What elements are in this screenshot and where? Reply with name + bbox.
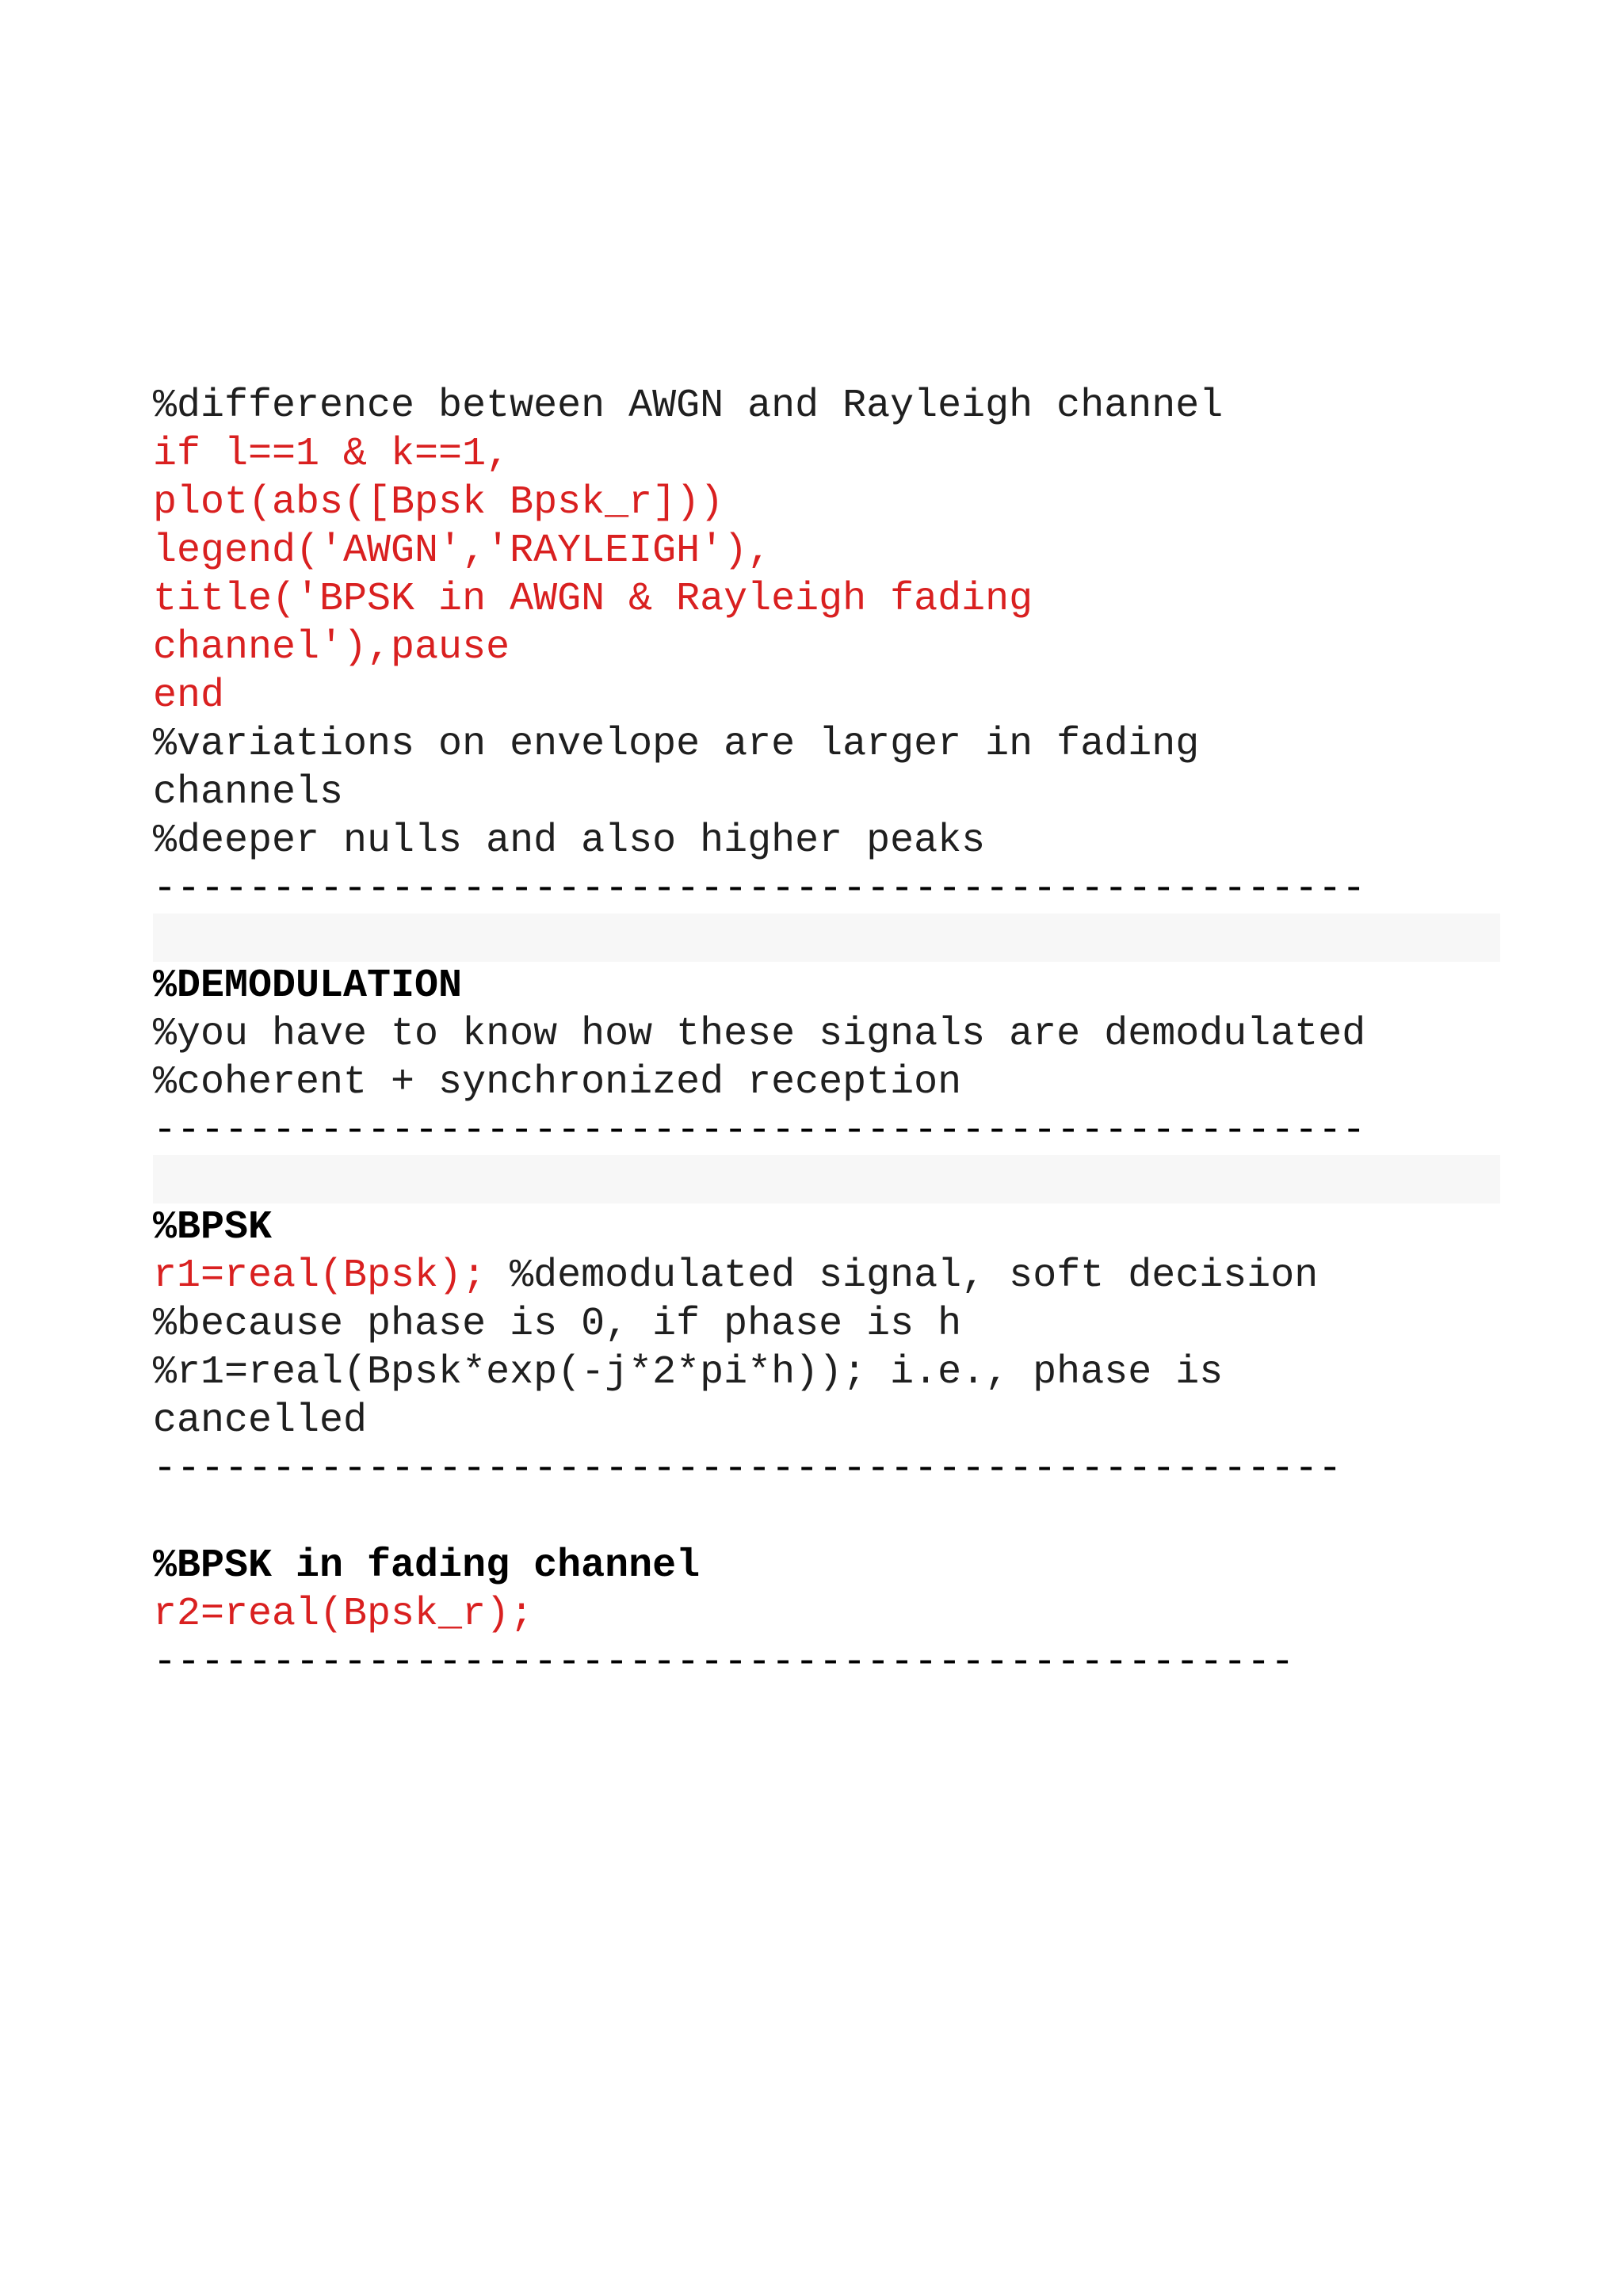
code-line: r2=real(Bpsk_r);	[153, 1592, 534, 1637]
code-with-comment-line	[153, 1252, 1500, 1300]
comment-line: %variations on envelope are larger in fading	[153, 722, 1200, 767]
section-heading: %BPSK in fading channel	[153, 1543, 701, 1589]
section-heading: %BPSK	[153, 1205, 273, 1250]
document-page	[153, 382, 1500, 1687]
inline-comment: %demodulated signal, soft decision	[486, 1253, 1319, 1299]
section-bpsk	[153, 1203, 1500, 1493]
comment-line: cancelled	[153, 1398, 368, 1444]
divider-line: --------------------------------------------------	[153, 1447, 1342, 1492]
code-line: channel'),pause	[153, 625, 510, 670]
code-line: plot(abs([Bpsk Bpsk_r]))	[153, 480, 724, 525]
divider-line: ------------------------------------------------	[153, 1640, 1295, 1685]
divider-line: ---------------------------------------------------	[153, 1108, 1366, 1154]
section-heading: %DEMODULATION	[153, 963, 463, 1009]
code-fragment: r1=real(Bpsk);	[153, 1253, 487, 1299]
comment-line: %deeper nulls and also higher peaks	[153, 818, 986, 864]
comment-line: %difference between AWGN and Rayleigh channel	[153, 383, 1224, 429]
code-line: legend('AWGN','RAYLEIGH'),	[153, 528, 772, 574]
comment-line: %r1=real(Bpsk*exp(-j*2*pi*h)); i.e., phase is	[153, 1350, 1224, 1395]
comment-line: %because phase is 0, if phase is h	[153, 1302, 962, 1347]
section-gap	[153, 913, 1500, 962]
comment-line: channels	[153, 770, 344, 815]
section-gap	[153, 1155, 1500, 1203]
code-line: end	[153, 673, 225, 719]
section-demodulation	[153, 962, 1500, 1155]
comment-line: %coherent + synchronized reception	[153, 1060, 962, 1105]
divider-line: ---------------------------------------------------	[153, 867, 1366, 912]
code-line: title('BPSK in AWGN & Rayleigh fading	[153, 577, 1033, 622]
section-gap	[153, 1493, 1500, 1542]
comment-line: %you have to know how these signals are demodulated	[153, 1012, 1366, 1057]
code-line: if l==1 & k==1,	[153, 432, 510, 477]
section-bpsk-fading	[153, 1542, 1500, 1687]
section-awgn-rayleigh	[153, 382, 1500, 913]
